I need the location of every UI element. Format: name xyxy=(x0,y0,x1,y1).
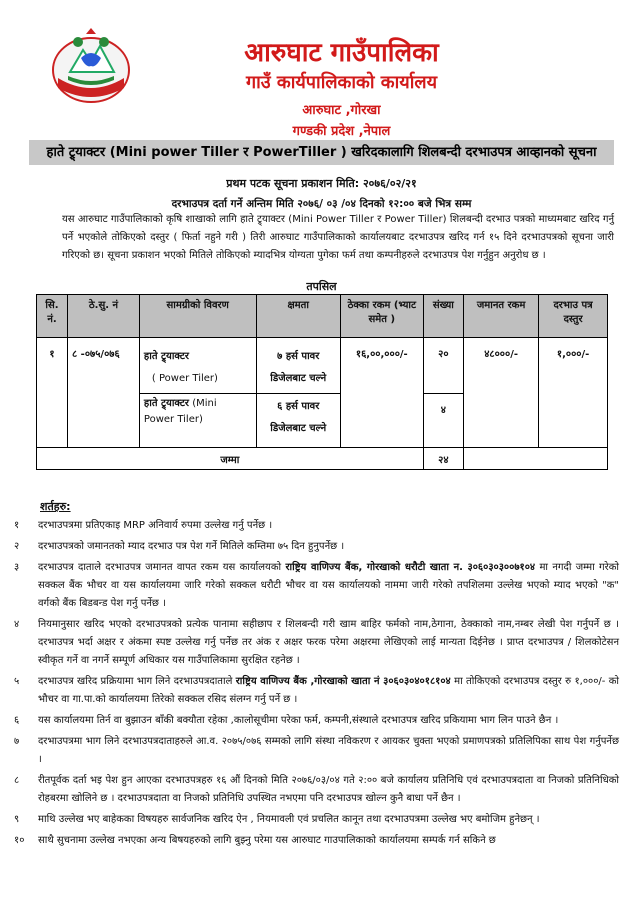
cell-fee: १,०००/- xyxy=(539,338,608,448)
table-total-row xyxy=(37,448,608,470)
table-row xyxy=(37,338,608,394)
item1-engine: डिजेलबाट चल्ने xyxy=(270,373,327,384)
publication-date: प्रथम पटक सूचना प्रकाशन मिति: २०७६/०२/२१ xyxy=(226,177,417,190)
address-line-1: आरुघाट ,गोरखा xyxy=(302,103,381,118)
cell-ref: ८ -०७५/०७६ xyxy=(68,338,140,448)
term-text-part: मा तोकिएको दरभाउपत्र दस्तुर रु १,०००/- को भौचर वा गा.पा.को कार्यालयमा तिरेको सक्कल रसिद संलग्न गर्नु पर्ने छ । xyxy=(38,676,620,705)
term-number: ९ xyxy=(14,814,20,825)
term-text: नियमानुसार खरिद भएको दरभाउपत्रको प्रत्येक पानामा सहीछाप र शिलबन्दी गरी खाम बाहिर फर्मको नाम,ठेगाना, ठेक्काको नाम,नम्बर लेखी पेश गर्नुपर्ने छ । दरभाउपत्र भर्दा अक्षर र अंकमा स्पष्ट उल्लेख गर्नु पर्नेछ तर अंक र अक्षर फरक परेमा अक्षरमा लेखिएको लाई मान्यता दिईनेछ । प्राप्त दरभाउपत्र / शिलकोटेसन स्वीकृत गर्ने वा नगर्ने सम्पूर्ण अधिकार यस गाउँपालिकामा सुरक्षित रहनेछ । xyxy=(38,619,619,666)
items-table xyxy=(36,294,608,470)
header-quantity: संख्या xyxy=(423,295,463,338)
term-number: २ xyxy=(14,541,20,552)
list-item xyxy=(14,733,619,769)
item2-capacity: ६ हर्स पावर xyxy=(277,401,320,412)
list-item xyxy=(14,811,619,829)
cell-deposit: ४८०००/- xyxy=(464,338,539,448)
terms-list xyxy=(14,517,619,853)
header-ref: ठे.सु. नं xyxy=(68,295,140,338)
header-description: सामग्रीको विवरण xyxy=(139,295,256,338)
item1-name: हाते ट्र्याक्टर xyxy=(143,351,190,362)
term-number: ८ xyxy=(14,775,20,786)
term-number: ५ xyxy=(14,676,20,687)
term-number: १० xyxy=(14,835,25,846)
total-qty: २४ xyxy=(423,448,463,470)
term-number: ६ xyxy=(14,715,20,726)
item2-name: हाते ट्र्याक्टर xyxy=(143,398,190,409)
table-header-row xyxy=(37,295,608,338)
notice-banner: हाते ट्र्याक्टर (Mini power Tiller र PowerTiller ) खरिदकालागि शिलबन्दी दरभाउपत्र आव्हानको सूचना xyxy=(29,140,614,165)
term-text-part: दरभाउपत्र दाताले दरभाउपत्र जमानत वापत रकम यस कार्यालयको xyxy=(38,562,286,573)
term-text: साथै सुचनामा उल्लेख नभएका अन्य बिषयहरुको लागि बुझ्नु परेमा यस आरुघाट गाउपालिकाको कार्यालयमा सम्पर्क गर्न सकिने छ xyxy=(38,835,496,846)
item1-type: ( Power Tiler) xyxy=(151,373,218,384)
terms-title: शर्तहरु: xyxy=(40,500,71,513)
office-subtitle: गाउँ कार्यपालिकाको कार्यालय xyxy=(245,72,438,93)
cell-amount: १६,००,०००/- xyxy=(340,338,423,448)
cell-item2-capacity xyxy=(256,394,340,448)
cell-item1-capacity xyxy=(256,338,340,394)
intro-paragraph: यस आरुघाट गाउँपालिकाको कृषि शाखाको लागि हाते ट्र्याक्टर (Mini Power Tiller र Power Tiller) शिलबन्दी दरभाउ पत्रको माध्यमबाट खरिद गर्नु पर्ने भएकोले तोकिएको दस्तुर ( फिर्ता नहुने गरी ) तिरी आरुघाट गाउँपालिकाको कार्यालयबाट दरभाउपत्र खरिद गर्न १५ दिने दरभाउपत्रको सूचना जारी गरिएको छ। सूचना प्रकाशन भएको मितिले तोकिएको म्यादभित्र योग्यता पुगेका फर्म तथा कम्पनीहरुले दरभाउपत्र पेश गर्नुहुन अनुरोध छ । xyxy=(62,214,614,261)
bank-account: राष्ट्रिय वाणिज्य बैंक, गोरखाको धरौटी खाता न. ३०६०३०३००७१०४ xyxy=(285,562,536,573)
cell-item1-description xyxy=(139,338,256,394)
term-text: दरभाउपत्रको जमानतको म्याद दरभाउ पत्र पेश गर्ने मितिले कम्तिमा ७५ दिन हुनुपर्नेछ । xyxy=(38,541,345,552)
header-capacity: क्षमता xyxy=(256,295,340,338)
term-text: रीतपूर्वक दर्ता भइ पेश हुन आएका दरभाउपत्रहरु १६ औं दिनको मिति २०७६/०३/०४ गते २:०० बजे कार्यालय प्रतिनिधि एवं दरभाउपत्रदाता वा निजको प्रतिनिधिको रोहबरमा खोलिने छ । दरभाउपत्रदाता वा निजको प्रतिनिधि उपस्थित नभएमा पनि दरभाउपत्र खोल्न कुनै बाधा पर्ने छैन । xyxy=(38,775,619,804)
header-amount: ठेक्का रकम (भ्याट समेत ) xyxy=(340,295,423,338)
term-text xyxy=(38,673,619,709)
cell-item2-qty: ४ xyxy=(423,394,463,448)
list-item xyxy=(14,712,619,730)
term-number: १ xyxy=(14,520,20,531)
header-fee: दरभाउ पत्र दस्तुर xyxy=(539,295,608,338)
term-number: ७ xyxy=(14,736,20,747)
item2-engine: डिजेलबाट चल्ने xyxy=(270,423,327,434)
table-caption: तपसिल xyxy=(306,280,337,293)
item2-name-suffix: (Mini xyxy=(192,398,217,409)
address-line-2: गण्डकी प्रदेश ,नेपाल xyxy=(292,124,391,139)
bank-account: राष्ट्रिय वाणिज्य बैंक ,गोरखाको खाता नं ३०६०३०४०१८१०४ xyxy=(235,676,451,687)
term-text-part: दरभाउपत्र खरिद प्रक्रियामा भाग लिने दरभाउपत्रदाताले xyxy=(38,676,236,687)
list-item xyxy=(14,517,619,535)
item2-type: Power Tiler) xyxy=(143,414,203,425)
cell-item1-qty: २० xyxy=(423,338,463,394)
term-text: माथि उल्लेख भए बाहेकका विषयहरु सार्वजनिक खरिद ऐन , नियमावली एवं प्रचलित कानून तथा दरभाउपत्रमा उल्लेख भए बमोजिम हुनेछन् । xyxy=(38,814,540,825)
term-text: दरभाउपत्रमा प्रतिएकाइ MRP अनिवार्य रुपमा उल्लेख गर्नु पर्नेछ । xyxy=(38,520,273,531)
cell-sn: १ xyxy=(37,338,68,448)
list-item xyxy=(14,772,619,808)
header-sn: सि. नं. xyxy=(37,295,68,338)
list-item xyxy=(14,616,619,670)
municipality-title: आरुघाट गाउँपालिका xyxy=(244,38,439,68)
item1-capacity: ७ हर्स पावर xyxy=(277,351,320,362)
submission-deadline: दरभाउपत्र दर्ता गर्ने अन्तिम मिति २०७६/ ०३ /०४ दिनको १२:०० बजे भित्र सम्म xyxy=(171,198,472,210)
total-label: जम्मा xyxy=(37,448,424,470)
header-deposit: जमानत रकम xyxy=(464,295,539,338)
term-number: ३ xyxy=(14,562,20,573)
term-number: ४ xyxy=(14,619,20,630)
list-item xyxy=(14,673,619,709)
list-item xyxy=(14,559,619,613)
cell-item2-description xyxy=(139,394,256,448)
term-text-part: मा नगदी जम्मा गरेको सक्कल बैंक भौचर वा यस कार्यालयमा जारि गरेको सक्कल धरौटी भौचर वा यस कार्यालयको नाममा जारी गरेको तपशिलमा उल्लेख भएको म्याद भएको "क" वर्गको बैंक बिडबन्ड पेश गर्नु पर्नेछ । xyxy=(38,562,619,609)
list-item xyxy=(14,832,619,850)
term-text xyxy=(38,559,619,613)
term-text: दरभाउपत्रमा भाग लिने दरभाउपत्रदाताहरुले आ.व. २०७५/०७६ सम्मको लागि संस्था नविकरण र आयकर चुक्ता भएको प्रमाणपत्रको प्रतिलिपिका साथ पेश गर्नुपर्नेछ । xyxy=(38,736,619,765)
list-item xyxy=(14,538,619,556)
term-text: यस कार्यालयमा तिर्न वा बुझाउन बाँकी बक्यौता रहेका ,कालोसूचीमा परेका फर्म, कम्पनी,संस्थाले दरभाउपत्र खरिद प्रकियामा भाग लिन पाउने छैन । xyxy=(38,715,559,726)
